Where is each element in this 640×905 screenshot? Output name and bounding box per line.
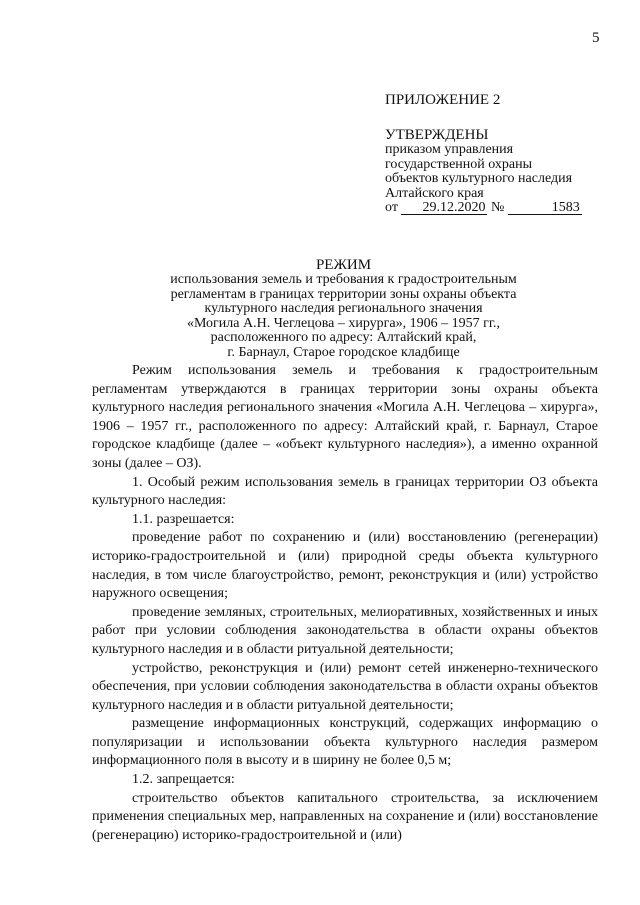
paragraph: 1. Особый режим использования земель в границах территории ОЗ объекта культурного наследия: xyxy=(92,474,598,509)
appendix-label: ПРИЛОЖЕНИЕ 2 xyxy=(385,92,501,108)
title-line: г. Барнаул, Старое городское кладбище xyxy=(227,344,460,360)
approval-line: приказом управления xyxy=(385,142,514,157)
approval-line: Алтайского края xyxy=(385,185,484,201)
order-date-number-line xyxy=(385,201,635,216)
approved-label: УТВЕРЖДЕНЫ xyxy=(385,127,489,143)
approval-block xyxy=(385,91,635,216)
paragraph: проведение земляных, строительных, мелиоративных, хозяйственных и иных работ при условии соблюдения законодательства в области охраны объектов культурного наследия и в области ритуальной деятельности; xyxy=(92,604,598,657)
page-number: 5 xyxy=(592,30,600,46)
number-sign: № xyxy=(490,200,505,215)
document-body xyxy=(92,362,598,845)
order-date: 29.12.2020 xyxy=(401,201,487,215)
date-prefix: от xyxy=(385,200,398,215)
approval-line: государственной охраны xyxy=(385,156,533,172)
title-line: «Могила А.Н. Чеглецова – хирурга», 1906 – 1957 гг., xyxy=(186,315,501,331)
title-heading: РЕЖИМ xyxy=(315,257,372,273)
paragraph: 1.2. запрещается: xyxy=(132,772,235,788)
paragraph: 1.1. разрешается: xyxy=(132,511,235,527)
title-line: использования земель и требования к градостроительным xyxy=(170,272,517,287)
title-line: культурного наследия регионального значения xyxy=(204,301,483,317)
paragraph: Режим использования земель и требования к градостроительным регламентам утверждаются в границах территории зоны охраны объекта культурного наследия регионального значения «Могила А.Н. Чеглецова – хирурга», 1906 – 1957 гг., расположенного по адресу: Алтайский край, г. Барнаул, Старое городское кладбище (далее – «объект культурного наследия»), а именно охранной зоны (далее – ОЗ). xyxy=(92,363,598,471)
order-number: 1583 xyxy=(508,201,582,215)
title-line: регламентам в границах территории зоны охраны объекта xyxy=(170,286,517,302)
paragraph: строительство объектов капитального строительства, за исключением применения специальных мер, направленных на сохранение и (или) восстановление (регенерацию) историко-градостроительной и (или) xyxy=(92,790,598,843)
title-line: расположенного по адресу: Алтайский край, xyxy=(210,330,477,346)
paragraph: проведение работ по сохранению и (или) восстановлению (регенерации) историко-градостроительной и (или) природной среды объекта культурного наследия, в том числе благоустройство, ремонт, реконструкция и (или) устройство наружного освещения; xyxy=(92,530,598,602)
paragraph: размещение информационных конструкций, содержащих информацию о популяризации и использовании объекта культурного наследия размером информационного поля в высоту и в ширину не более 0,5 м; xyxy=(92,716,598,769)
paragraph: устройство, реконструкция и (или) ремонт сетей инженерно-технического обеспечения, при условии соблюдения законодательства в области охраны объектов культурного наследия и в области ритуальной деятельности; xyxy=(92,660,598,713)
document-title xyxy=(100,257,587,361)
approval-line: объектов культурного наследия xyxy=(385,171,573,186)
